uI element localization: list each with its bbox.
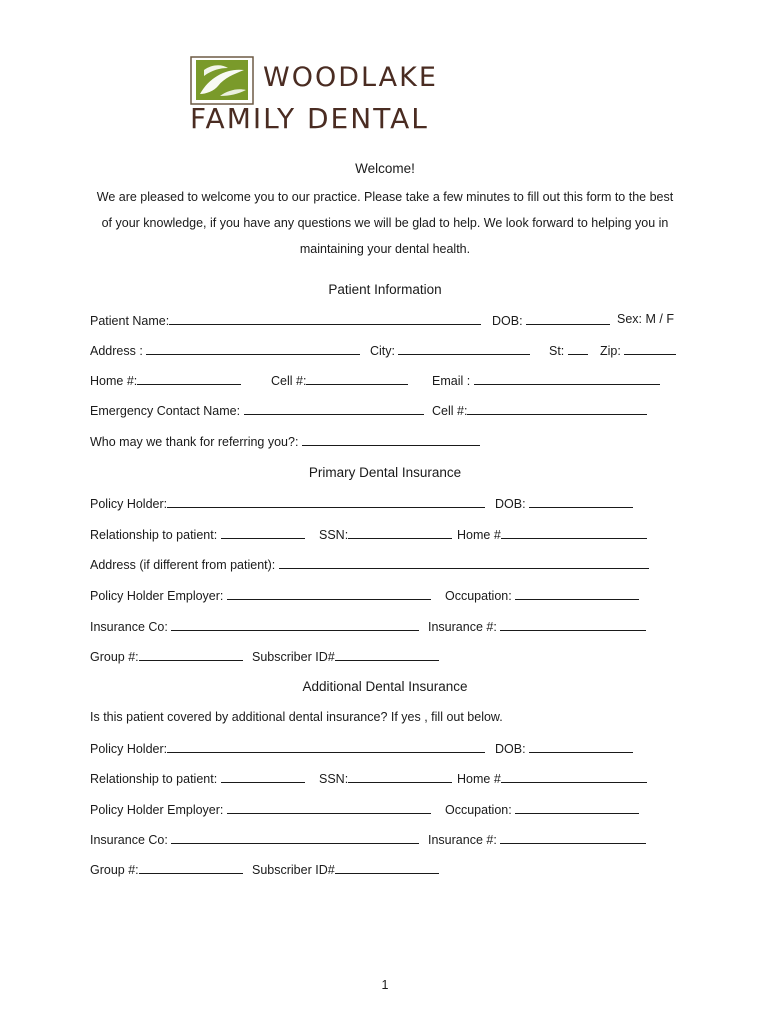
additional-policy-holder-field[interactable] (167, 740, 485, 753)
additional-insurance-heading: Additional Dental Insurance (302, 679, 468, 694)
primary-ssn-field[interactable] (348, 526, 452, 539)
zip-field[interactable] (624, 342, 676, 355)
primary-dob-field[interactable] (529, 495, 633, 508)
practice-logo (190, 56, 600, 136)
additional-dob-label: DOB: (495, 742, 526, 756)
leaf-logo-icon (190, 56, 260, 106)
primary-group-field[interactable] (139, 648, 243, 661)
welcome-title: Welcome! (355, 161, 415, 176)
additional-policy-holder-label: Policy Holder: (90, 742, 168, 756)
patient-name-field[interactable] (169, 312, 481, 325)
referral-row (90, 433, 690, 451)
dob-field[interactable] (526, 312, 610, 325)
additional-insurance-num-field[interactable] (500, 831, 646, 844)
primary-policy-holder-row (90, 495, 690, 513)
logo-text-woodlake: WOODLAKE (263, 62, 438, 93)
primary-insurance-num-label: Insurance #: (428, 620, 497, 634)
address-label: Address : (90, 344, 143, 358)
additional-ssn-label: SSN: (319, 772, 349, 786)
additional-insurance-co-label: Insurance Co: (90, 833, 168, 847)
patient-name-row (90, 312, 690, 330)
primary-employer-label: Policy Holder Employer: (90, 589, 224, 603)
additional-occupation-field[interactable] (515, 801, 639, 814)
page-number: 1 (381, 978, 389, 992)
primary-insurance-co-label: Insurance Co: (90, 620, 168, 634)
cell-phone-field[interactable] (306, 372, 408, 385)
additional-home-field[interactable] (501, 770, 647, 783)
primary-insurance-num-field[interactable] (500, 618, 646, 631)
additional-group-label: Group #: (90, 863, 139, 877)
primary-address-label: Address (if different from patient): (90, 558, 276, 572)
additional-question: Is this patient covered by additional dental insurance? If yes , fill out below. (90, 710, 503, 724)
primary-policy-holder-label: Policy Holder: (90, 497, 168, 511)
additional-group-row (90, 861, 690, 879)
additional-employer-field[interactable] (227, 801, 431, 814)
patient-info-heading: Patient Information (328, 282, 442, 297)
home-phone-field[interactable] (137, 372, 241, 385)
primary-subscriber-label: Subscriber ID# (252, 650, 335, 664)
dob-label: DOB: (492, 314, 523, 328)
additional-group-field[interactable] (139, 861, 243, 874)
primary-ssn-label: SSN: (319, 528, 349, 542)
email-field[interactable] (474, 372, 660, 385)
email-label: Email : (432, 374, 471, 388)
primary-address-field[interactable] (279, 556, 649, 569)
additional-employer-label: Policy Holder Employer: (90, 803, 224, 817)
additional-relationship-row (90, 770, 690, 788)
additional-insurance-co-field[interactable] (171, 831, 419, 844)
additional-occupation-label: Occupation: (445, 803, 512, 817)
referral-field[interactable] (302, 433, 480, 446)
address-field[interactable] (146, 342, 360, 355)
additional-employer-row (90, 801, 690, 819)
primary-insurance-heading: Primary Dental Insurance (308, 465, 462, 480)
emergency-cell-field[interactable] (467, 402, 647, 415)
home-phone-label: Home #: (90, 374, 138, 388)
emergency-row (90, 402, 690, 420)
primary-subscriber-field[interactable] (335, 648, 439, 661)
additional-home-label: Home # (457, 772, 501, 786)
emergency-contact-field[interactable] (244, 402, 424, 415)
sex-label[interactable]: Sex: M / F (617, 312, 674, 326)
additional-ssn-field[interactable] (348, 770, 452, 783)
primary-occupation-label: Occupation: (445, 589, 512, 603)
emergency-contact-label: Emergency Contact Name: (90, 404, 241, 418)
primary-relationship-row (90, 526, 690, 544)
additional-subscriber-label: Subscriber ID# (252, 863, 335, 877)
additional-insurance-co-row (90, 831, 690, 849)
zip-label: Zip: (600, 344, 621, 358)
primary-group-label: Group #: (90, 650, 139, 664)
primary-insurance-co-field[interactable] (171, 618, 419, 631)
primary-relationship-label: Relationship to patient: (90, 528, 218, 542)
additional-policy-holder-row (90, 740, 690, 758)
additional-dob-field[interactable] (529, 740, 633, 753)
city-field[interactable] (398, 342, 530, 355)
primary-employer-row (90, 587, 690, 605)
additional-relationship-field[interactable] (221, 770, 305, 783)
referral-label: Who may we thank for referring you?: (90, 435, 299, 449)
primary-group-row (90, 648, 690, 666)
primary-address-row (90, 556, 690, 574)
primary-employer-field[interactable] (227, 587, 431, 600)
primary-home-field[interactable] (501, 526, 647, 539)
logo-text-family-dental: FAMILY DENTAL (190, 102, 429, 135)
emergency-cell-label: Cell #: (432, 404, 468, 418)
primary-dob-label: DOB: (495, 497, 526, 511)
city-label: City: (370, 344, 395, 358)
additional-relationship-label: Relationship to patient: (90, 772, 218, 786)
cell-phone-label: Cell #: (271, 374, 307, 388)
additional-question-row (90, 710, 690, 728)
primary-relationship-field[interactable] (221, 526, 305, 539)
additional-subscriber-field[interactable] (335, 861, 439, 874)
state-label: St: (549, 344, 565, 358)
address-row (90, 342, 690, 360)
additional-insurance-num-label: Insurance #: (428, 833, 497, 847)
phone-row (90, 372, 690, 390)
primary-insurance-co-row (90, 618, 690, 636)
intro-paragraph: We are pleased to welcome you to our practice. Please take a few minutes to fill out this form to the best of your knowledge, if you have any questions we will be glad to help. We look forward to helping you in maintaining your dental health. (96, 190, 674, 256)
patient-name-label: Patient Name: (90, 314, 170, 328)
primary-occupation-field[interactable] (515, 587, 639, 600)
primary-policy-holder-field[interactable] (167, 495, 485, 508)
state-field[interactable] (568, 342, 588, 355)
primary-home-label: Home # (457, 528, 501, 542)
